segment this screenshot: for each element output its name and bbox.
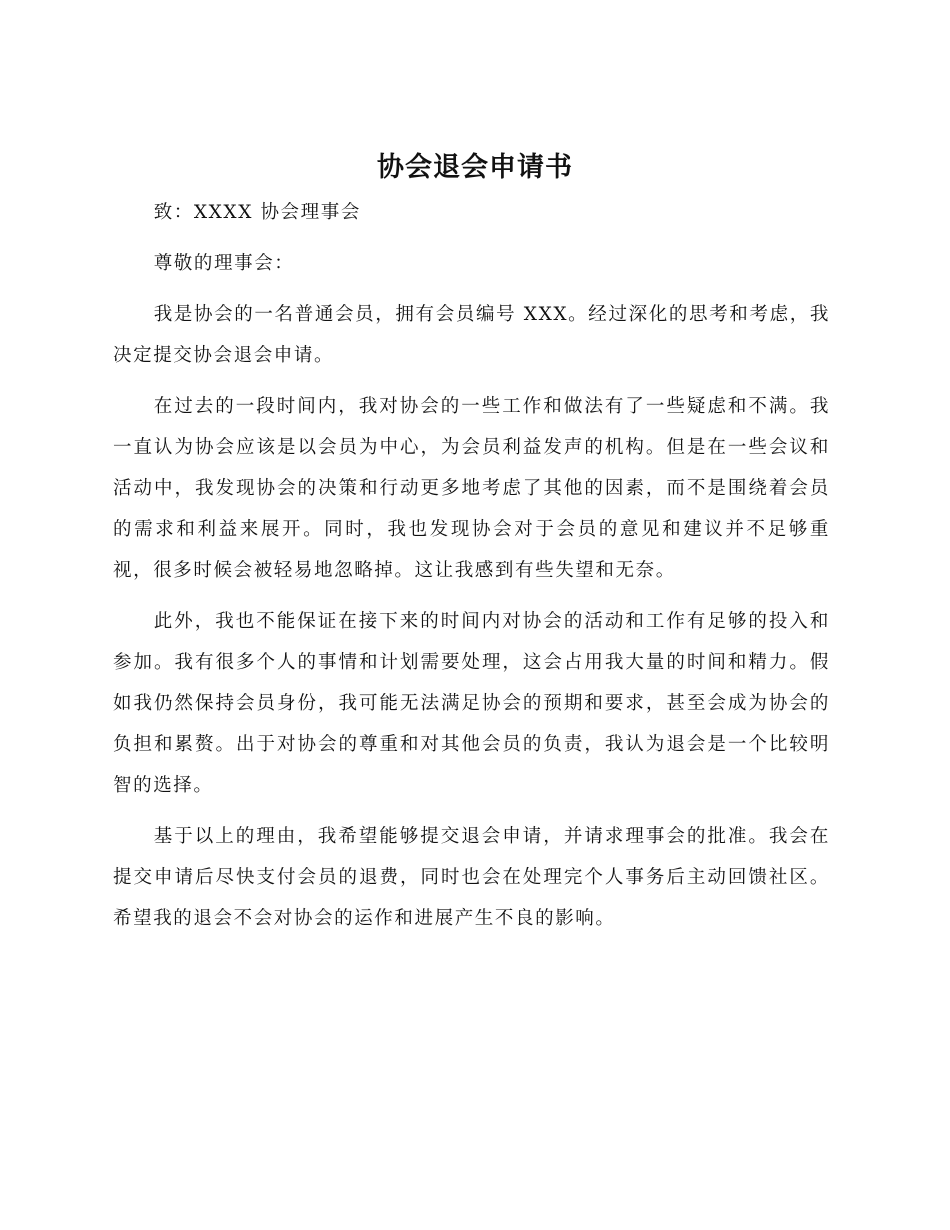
paragraph-3: 此外，我也不能保证在接下来的时间内对协会的活动和工作有足够的投入和参加。我有很多个人的事情和计划需要处理，这会占用我大量的时间和精力。假如我仍然保持会员身份，我可能无法满足协会的预期和要求，甚至会成为协会的负担和累赘。出于对协会的尊重和对其他会员的负责，我认为退会是一个比较明智的选择。 (113, 611, 830, 796)
paragraph-2: 在过去的一段时间内，我对协会的一些工作和做法有了一些疑虑和不满。我一直认为协会应该是以会员为中心，为会员利益发声的机构。但是在一些会议和活动中，我发现协会的决策和行动更多地考虑了其他的因素，而不是围绕着会员的需求和利益来展开。同时，我也发现协会对于会员的意见和建议并不足够重视，很多时候会被轻易地忽略掉。这让我感到有些失望和无奈。 (113, 396, 830, 581)
document-body (113, 192, 830, 949)
recipient-line: 致：XXXX 协会理事会 (153, 202, 361, 223)
salutation-line: 尊敬的理事会： (153, 253, 295, 274)
paragraph-1: 我是协会的一名普通会员，拥有会员编号 XXX。经过深化的思考和考虑，我决定提交协会退会申请。 (113, 304, 830, 366)
paragraph-4: 基于以上的理由，我希望能够提交退会申请，并请求理事会的批准。我会在提交申请后尽快支付会员的退费，同时也会在处理完个人事务后主动回馈社区。希望我的退会不会对协会的运作和进展产生不良的影响。 (113, 826, 830, 929)
document-title: 协会退会申请书 (377, 152, 573, 183)
